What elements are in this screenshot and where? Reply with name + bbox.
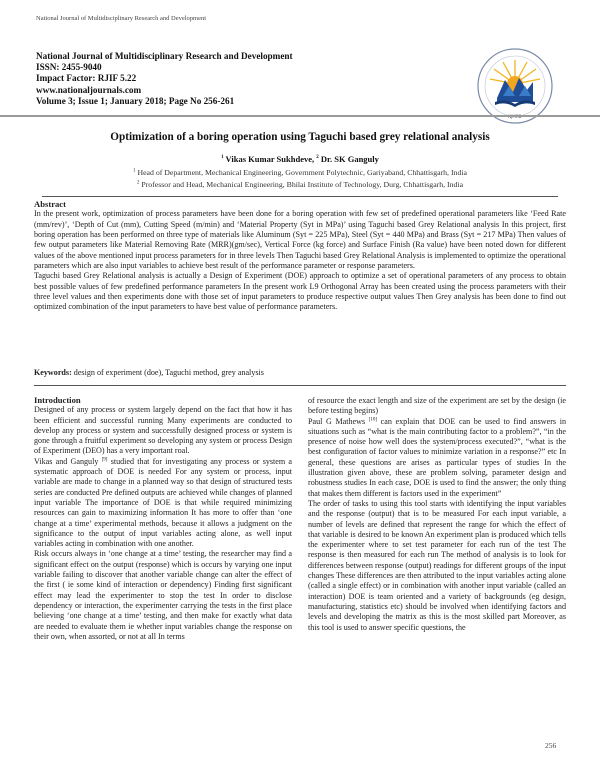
intro-paragraph-3: Risk occurs always in ‘one change at a time’ testing, the researcher may find a significant effect on the output (response) which is occurs by varying one input variable failing to discover that another variable change can alter the effect of the first ( ie some kind of interaction or dependency) Finding first significant effect may lead the experimenter to stop the test In order to disclose dependency or interaction, the experimenter carrying the tests in the first place believing ‘one change at a time’ testing, and then make for exactly what data are needed to evaluate them ie whether input variables change the response on their own, when assorted, or not at all In terms bbox=[34, 549, 292, 641]
journal-issn: ISSN: 2455-9040 bbox=[36, 62, 102, 73]
author-1: Vikas Kumar Sukhdeve, bbox=[223, 154, 317, 164]
author-2: Dr. SK Ganguly bbox=[318, 154, 379, 164]
running-head: National Journal of Multidisciplinary Research and Development bbox=[36, 15, 207, 22]
journal-logo-icon bbox=[475, 46, 555, 126]
affiliation-1-text: Head of Department, Mechanical Engineering, Government Polytechnic, Gariyaband, Chhattisgarh, India bbox=[135, 168, 467, 177]
intro-paragraph-2-rest: studied that for investigating any process or system a systematic approach of DOE is needed For any system or process, input variable are made to change in a planned way so that design of structured tests series are conducted Pre defined outputs are achieved while changes of planned input variable The importance of DOE is that while required minimizing resources can gain to maximizing information It has more to offer than ‘one change at a time’ experimental methods, because it allows a judgment on the significance to the output of input variables acting alone, as well input variables acting in combination with one another. bbox=[34, 456, 292, 549]
intro-paragraph-4-start: Paul G Mathews bbox=[308, 416, 369, 426]
author-2-affil-mark: 2 bbox=[316, 155, 319, 161]
keywords bbox=[34, 368, 264, 377]
journal-impact-factor: Impact Factor: RJIF 5.22 bbox=[36, 73, 137, 84]
header-divider bbox=[0, 115, 600, 117]
intro-paragraph-1: Designed of any process or system largely depend on the fact that how it has been efficient and successful running Many experiments are conducted to develop any process or system and successfully designed process or system is gone through a fruitful experiment so developing any system or process Design of Experiment (DEO) has a very important roal. bbox=[34, 405, 292, 456]
journal-name: National Journal of Multidisciplinary Research and Development bbox=[36, 51, 293, 61]
citation-10[interactable]: [10] bbox=[368, 416, 378, 422]
keywords-divider bbox=[34, 385, 566, 386]
keywords-label: Keywords: bbox=[34, 368, 72, 377]
citation-9[interactable]: [9] bbox=[101, 457, 108, 463]
journal-volume: Volume 3; Issue 1; January 2018; Page No 256-261 bbox=[36, 95, 235, 106]
right-column bbox=[308, 396, 566, 633]
affiliation-2-mark: 2 bbox=[136, 180, 140, 186]
intro-paragraph-5: The order of tasks to using this tool starts with identifying the input variables and the response (output) that is to be measured For each input variable, a number of levels are defined that represent the range for which the effect of that variable is desired to be known An experiment plan is produced which tells the experimenter where to set test parameter for each run of the test The response is then measured for each run The method of analysis is to look for differences between response (output) readings for different groups of the input changes These differences are then attributed to the input variables acting alone (called a single effect) or in combination with another input variable (called an interaction) DOE is team oriented and a variety of backgrounds (eg design, manufacturing, statistics etc) should be involved when identifying factors and levels and developing the matrix as this is the most skilled part Moreover, as this tool is used to answer specific questions, the bbox=[308, 498, 566, 632]
intro-paragraph-2 bbox=[34, 457, 292, 550]
author-1-affil-mark: 1 bbox=[221, 155, 224, 161]
affiliation-1-mark: 1 bbox=[133, 168, 136, 174]
journal-website[interactable]: www.nationaljournals.com bbox=[36, 84, 142, 95]
journal-info bbox=[36, 51, 293, 107]
affiliation-2-text: Professor and Head, Mechanical Engineering, Bhilai Institute of Technology, Durg, Chhattisgarh, India bbox=[139, 180, 464, 189]
page-number: 256 bbox=[545, 741, 557, 750]
intro-paragraph-3-continued: of resource the exact length and size of the experiment are set by the design (ie before testing begins) bbox=[308, 396, 566, 416]
intro-paragraph-4 bbox=[308, 417, 566, 499]
intro-paragraph-2-start: Vikas and Ganguly bbox=[34, 456, 102, 466]
introduction-heading: Introduction bbox=[34, 395, 81, 405]
paper-title: Optimization of a boring operation using Taguchi based grey relational analysis bbox=[110, 131, 490, 143]
intro-paragraph-4-rest: can explain that DOE can be used to find answers in situations such as “what is the main contributing factor to a problem?”, “in the presence of noise how well does the system/process executed?”, “what is the best configuration of factor values to minimize variation in a response?” etc In general, these questions are arises as particular types of studies In the illustration given above, these are problem solving, parameter design and robustness studies In each case, DOE is used to find the answer; the only thing that makes them different is factors used in the experiment” bbox=[308, 416, 566, 498]
affiliation-divider bbox=[42, 196, 558, 197]
abstract-heading: Abstract bbox=[34, 199, 66, 209]
abstract-paragraph-1: In the present work, optimization of process parameters have been done for a boring operation with few set of predefined operational parameters like ‘Feed Rate (mm/rev)’, ‘Depth of Cut (mm), Cutting Speed (m/min) and ‘Material Property (Syt in MPa)’ using Taguchi based Grey Relational analysis In this project, first boring operation has been performed on three type of materials like Aluminum (Syt = 225 MPa), Steel (Syt = 440 MPa) and Brass (Syt = 217 MPa) Then values of few output parameters like Material Removing Rate (MRR)(gm/sec), Vertical Force (kg force) and Surface Finish (Ra value) have been noted down for different values of the above mentioned input process parameters for in three levels Then Taguchi based Grey Relational Analysis is implemented to optimize the operational parameters which are also input variables to achieve best result of the performance parameter or response parameters. bbox=[34, 209, 566, 271]
affiliation-2 bbox=[0, 180, 600, 189]
abstract-section bbox=[34, 199, 566, 313]
authors bbox=[0, 154, 600, 164]
keywords-text: design of experiment (doe), Taguchi method, grey analysis bbox=[71, 368, 264, 377]
left-column bbox=[34, 395, 292, 642]
abstract-paragraph-2: Taguchi based Grey Relational analysis is actually a Design of Experiment (DOE) approach to optimize a set of operational parameters of any process to obtain best possible values of few predefined performance parameters In the present work L9 Orthogonal Array has been created using the process parameters with their three level values and then experiments done with those set of input parameters to produce respective output values Then Grey analysis has been done to find out optimized combination of the input parameters to have best value of performance parameters. bbox=[34, 271, 566, 312]
affiliation-1 bbox=[0, 168, 600, 177]
